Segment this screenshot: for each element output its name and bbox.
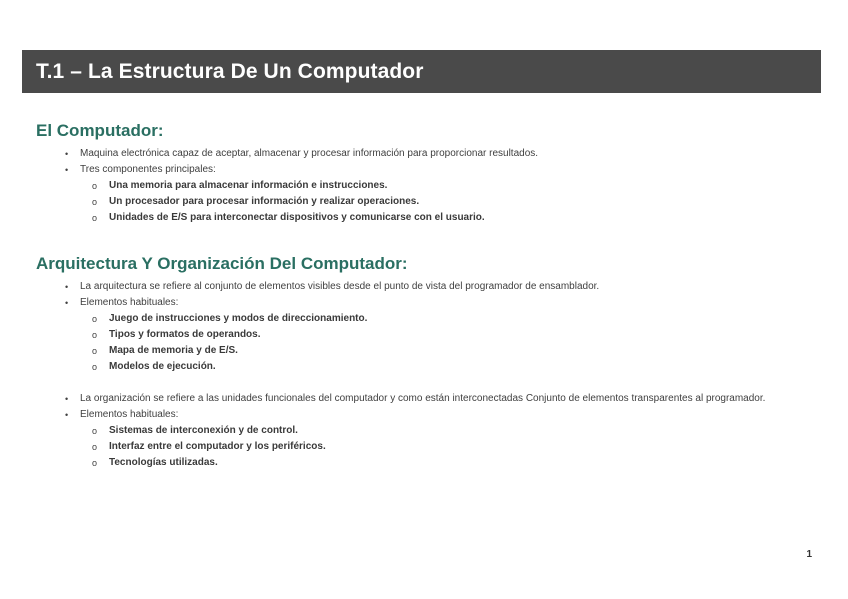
bullet-icon: • [65, 282, 69, 292]
sub-list-item: o Modelos de ejecución. [109, 359, 599, 375]
sub-list-item: o Mapa de memoria y de E/S. [109, 343, 599, 359]
bullet-icon: • [65, 149, 69, 159]
sub-list-item: o Sistemas de interconexión y de control. [109, 423, 780, 439]
computador-list [65, 146, 539, 226]
circle-bullet-icon: o [92, 314, 98, 324]
list-item: • La arquitectura se refiere al conjunto de elementos visibles desde el punto de vista del programador de ensamblador. [80, 279, 599, 295]
list-item: • Elementos habituales: o Sistemas de interconexión y de control. o Interfaz entre el computador y los periféricos. o Tecnologías utilizadas. [80, 407, 780, 471]
circle-bullet-icon: o [92, 181, 98, 191]
sub-list-item: o Tipos y formatos de operandos. [109, 327, 599, 343]
title-bar [22, 50, 821, 93]
sub-list-item: o Interfaz entre el computador y los periféricos. [109, 439, 780, 455]
list-item: • Maquina electrónica capaz de aceptar, almacenar y procesar información para proporcionar resultados. [80, 146, 538, 162]
page-number: 1 [806, 549, 812, 560]
page-title: T.1 – La Estructura De Un Computador [36, 59, 424, 83]
circle-bullet-icon: o [92, 426, 98, 436]
circle-bullet-icon: o [92, 442, 98, 452]
circle-bullet-icon: o [92, 213, 98, 223]
circle-bullet-icon: o [92, 458, 98, 468]
list-item: • Tres componentes principales: o Una memoria para almacenar información e instrucciones. o Un procesador para procesar información y realizar operaciones. o Unidades de E/S para interconectar dispositivos y comunicarse con el usuario. [80, 162, 538, 226]
bullet-icon: • [65, 410, 69, 420]
sub-list-item: o Una memoria para almacenar información e instrucciones. [109, 178, 538, 194]
components-sublist [92, 178, 538, 226]
organizacion-list [65, 391, 780, 471]
bullet-icon: • [65, 165, 69, 175]
arquitectura-list [65, 279, 600, 375]
section-heading-arquitectura: Arquitectura Y Organización Del Computador: [36, 254, 408, 273]
circle-bullet-icon: o [92, 362, 98, 372]
sub-list-item: o Tecnologías utilizadas. [109, 455, 780, 471]
sub-list-item: o Unidades de E/S para interconectar dispositivos y comunicarse con el usuario. [109, 210, 538, 226]
section-heading-computador: El Computador: [36, 121, 164, 140]
circle-bullet-icon: o [92, 330, 98, 340]
bullet-icon: • [65, 394, 69, 404]
arch-elements-sublist [92, 311, 599, 375]
sub-list-item: o Juego de instrucciones y modos de direccionamiento. [109, 311, 599, 327]
org-elements-sublist [92, 423, 780, 471]
list-item: • La organización se refiere a las unidades funcionales del computador y como están interconectadas Conjunto de elementos transparentes al programador. [80, 391, 780, 407]
circle-bullet-icon: o [92, 197, 98, 207]
circle-bullet-icon: o [92, 346, 98, 356]
list-item: • Elementos habituales: o Juego de instrucciones y modos de direccionamiento. o Tipos y formatos de operandos. o Mapa de memoria y de E/S. o Modelos de ejecución. [80, 295, 599, 375]
bullet-icon: • [65, 298, 69, 308]
sub-list-item: o Un procesador para procesar información y realizar operaciones. [109, 194, 538, 210]
